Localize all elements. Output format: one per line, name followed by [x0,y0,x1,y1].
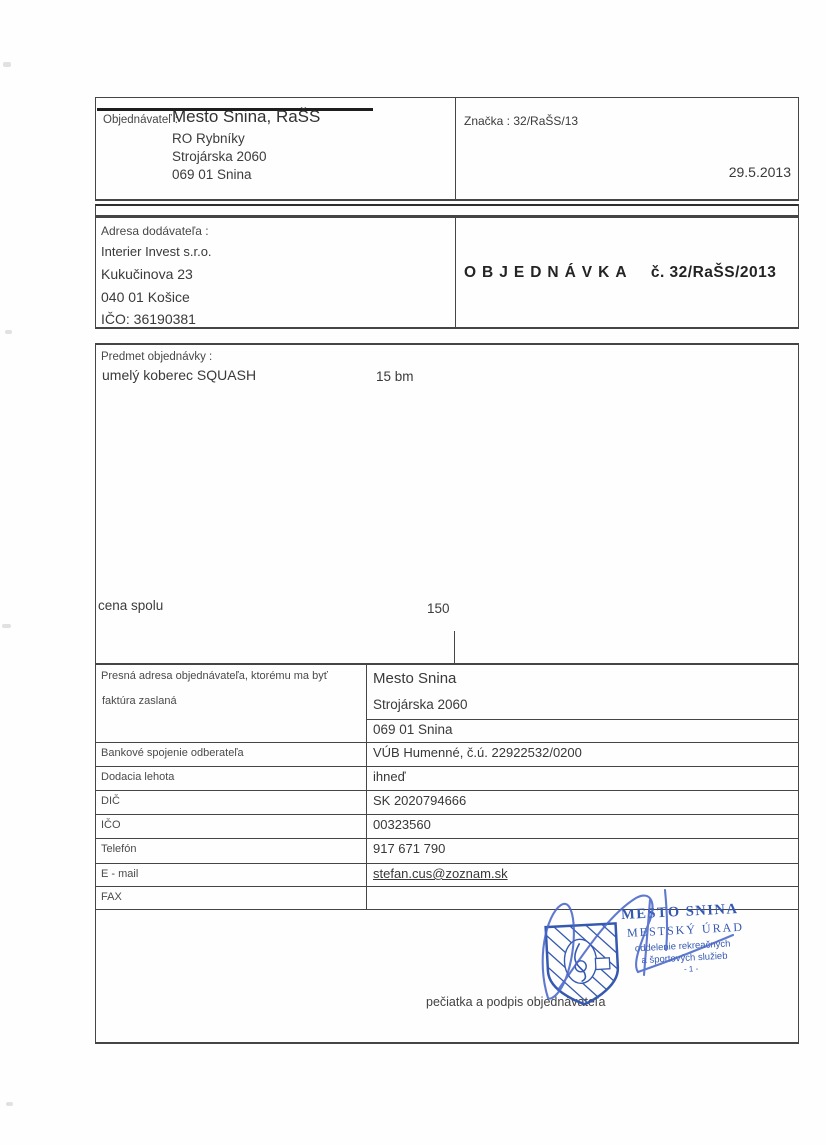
order-date: 29.5.2013 [728,164,791,180]
divider-line [455,98,456,199]
divider-line [455,217,456,327]
supplier-street: Kukučinova 23 [101,266,193,282]
table-row-phone [96,838,798,864]
stamp-department-line: a športových služieb [641,950,728,967]
invoice-address-line: 069 01 Snina [373,722,453,737]
order-subject-box [95,343,799,665]
divider-line [454,631,455,665]
total-price-label: cena spolu [98,598,164,613]
supplier-box [95,215,799,329]
scan-artifact [2,624,11,628]
scan-artifact [6,1102,13,1106]
email-value: stefan.cus@zoznam.sk [373,866,508,881]
row-value: SK 2020794666 [373,793,467,808]
row-value: VÚB Humenné, č.ú. 22922532/0200 [373,745,582,760]
order-title-text: OBJEDNÁVKA [464,264,633,281]
invoice-address-line: Mesto Snina [373,670,457,687]
row-label: faktúra zaslaná [102,695,177,707]
supplier-ico: IČO: 36190381 [101,311,196,327]
divider-line [366,719,798,720]
order-quantity: 15 bm [376,369,414,384]
stamp-city-name: MESTO SNINA [620,900,739,924]
total-price-value: 150 [427,601,450,616]
stamp-department-line: oddelenie rekreačných [634,938,731,955]
row-label: Telefón [101,843,137,855]
reference-number: Značka : 32/RaŠS/13 [464,114,579,128]
order-item: umelý koberec SQUASH [102,367,257,383]
table-row-dic [96,790,798,815]
row-label: E - mail [101,868,139,880]
row-value: 917 671 790 [373,841,446,856]
table-row-invoice-address [96,665,798,743]
row-label: Presná adresa objednávateľa, ktorému ma byť [101,670,328,682]
stamp-number: - 1 - [683,964,699,974]
city-stamp [532,878,793,1021]
customer-address-line: 069 01 Snina [172,167,252,182]
scan-artifact [3,62,11,67]
row-label: IČO [101,819,121,831]
supplier-name: Interier Invest s.r.o. [101,244,212,259]
table-row-bank [96,742,798,767]
row-value: 00323560 [373,817,431,832]
stamp-signature-caption: pečiatka a podpis objednávateľa [426,995,606,1009]
scan-artifact [5,330,12,334]
order-number: č. 32/RaŠS/2013 [650,264,777,281]
invoice-address-line: Strojárska 2060 [373,697,468,712]
customer-label: Objednávateľ : [103,114,178,126]
supplier-label: Adresa dodávateľa : [101,224,209,238]
subject-label: Predmet objednávky : [101,351,213,363]
customer-box [95,97,799,201]
row-label: FAX [101,891,122,903]
order-title [464,264,776,282]
row-value: ihneď [373,769,406,784]
row-label: Bankové spojenie odberateľa [101,747,244,759]
stamp-office-name: MESTSKÝ ÚRAD [626,919,745,940]
customer-name: Mesto Snina, RaŠS [172,107,321,126]
row-label: Dodacia lehota [101,771,175,783]
table-row-delivery [96,766,798,791]
supplier-city: 040 01 Košice [101,289,190,305]
table-row-ico [96,814,798,839]
shield-icon [541,919,623,1009]
row-label: DIČ [101,795,120,807]
customer-address-line: Strojárska 2060 [172,149,267,164]
customer-address-line: RO Rybníky [172,131,245,146]
